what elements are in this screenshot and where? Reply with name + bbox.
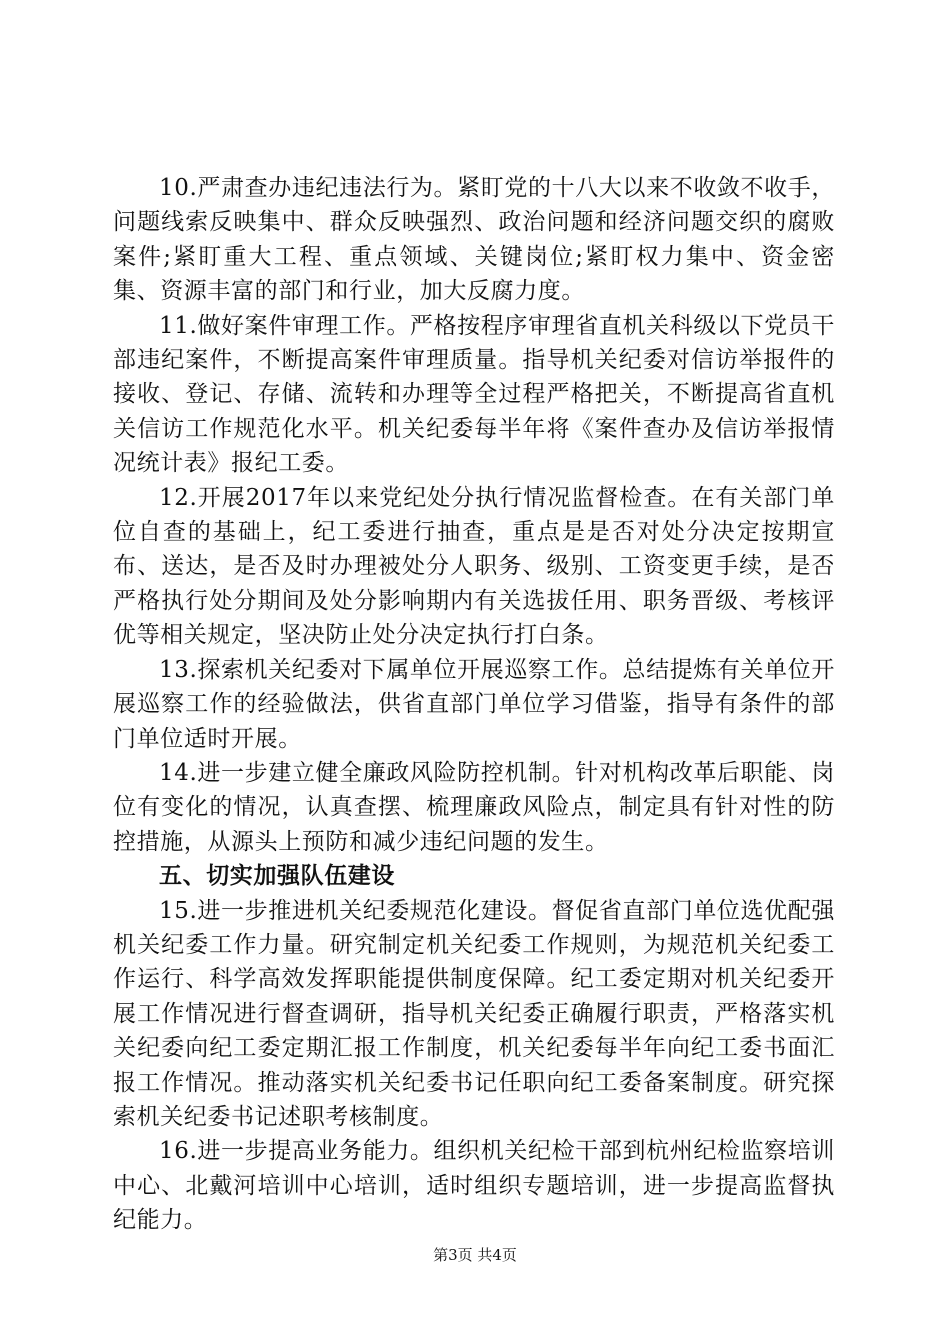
paragraph-11: 11.做好案件审理工作。严格按程序审理省直机关科级以下党员干部违纪案件，不断提高案件审理质量。指导机关纪委对信访举报件的接收、登记、存储、流转和办理等全过程严格把关，不断提高省直机关信访工作规范化水平。机关纪委每半年将《案件查办及信访举报情况统计表》报纪工委。 <box>113 312 835 477</box>
section-heading: 五、切实加强队伍建设 <box>159 863 395 890</box>
paragraph-12: 12.开展2017年以来党纪处分执行情况监督检查。在有关部门单位自查的基础上，纪工委进行抽查，重点是是否对处分决定按期宣布、送达，是否及时办理被处分人职务、级别、工资变更手续，是否严格执行处分期间及处分影响期内有关选拔任用、职务晋级、考核评优等相关规定，坚决防止处分决定执行打白条。 <box>113 484 835 649</box>
paragraph-14: 14.进一步建立健全廉政风险防控机制。针对机构改革后职能、岗位有变化的情况，认真查摆、梳理廉政风险点，制定具有针对性的防控措施，从源头上预防和减少违纪问题的发生。 <box>113 759 835 855</box>
paragraph-13: 13.探索机关纪委对下属单位开展巡察工作。总结提炼有关单位开展巡察工作的经验做法，供省直部门单位学习借鉴，指导有条件的部门单位适时开展。 <box>113 656 835 752</box>
paragraph-10: 10.严肃查办违纪违法行为。紧盯党的十八大以来不收敛不收手，问题线索反映集中、群众反映强烈、政治问题和经济问题交织的腐败案件;紧盯重大工程、重点领域、关键岗位;紧盯权力集中、资金密集、资源丰富的部门和行业，加大反腐力度。 <box>113 175 835 305</box>
document-body <box>113 171 835 1238</box>
page-footer: 第3页 共4页 <box>433 1246 517 1264</box>
paragraph-16: 16.进一步提高业务能力。组织机关纪检干部到杭州纪检监察培训中心、北戴河培训中心培训，适时组织专题培训，进一步提高监督执纪能力。 <box>113 1138 835 1234</box>
paragraph-15: 15.进一步推进机关纪委规范化建设。督促省直部门单位选优配强机关纪委工作力量。研究制定机关纪委工作规则，为规范机关纪委工作运行、科学高效发挥职能提供制度保障。纪工委定期对机关纪委开展工作情况进行督查调研，指导机关纪委正确履行职责，严格落实机关纪委向纪工委定期汇报工作制度，机关纪委每半年向纪工委书面汇报工作情况。推动落实机关纪委书记任职向纪工委备案制度。研究探索机关纪委书记述职考核制度。 <box>113 897 835 1130</box>
